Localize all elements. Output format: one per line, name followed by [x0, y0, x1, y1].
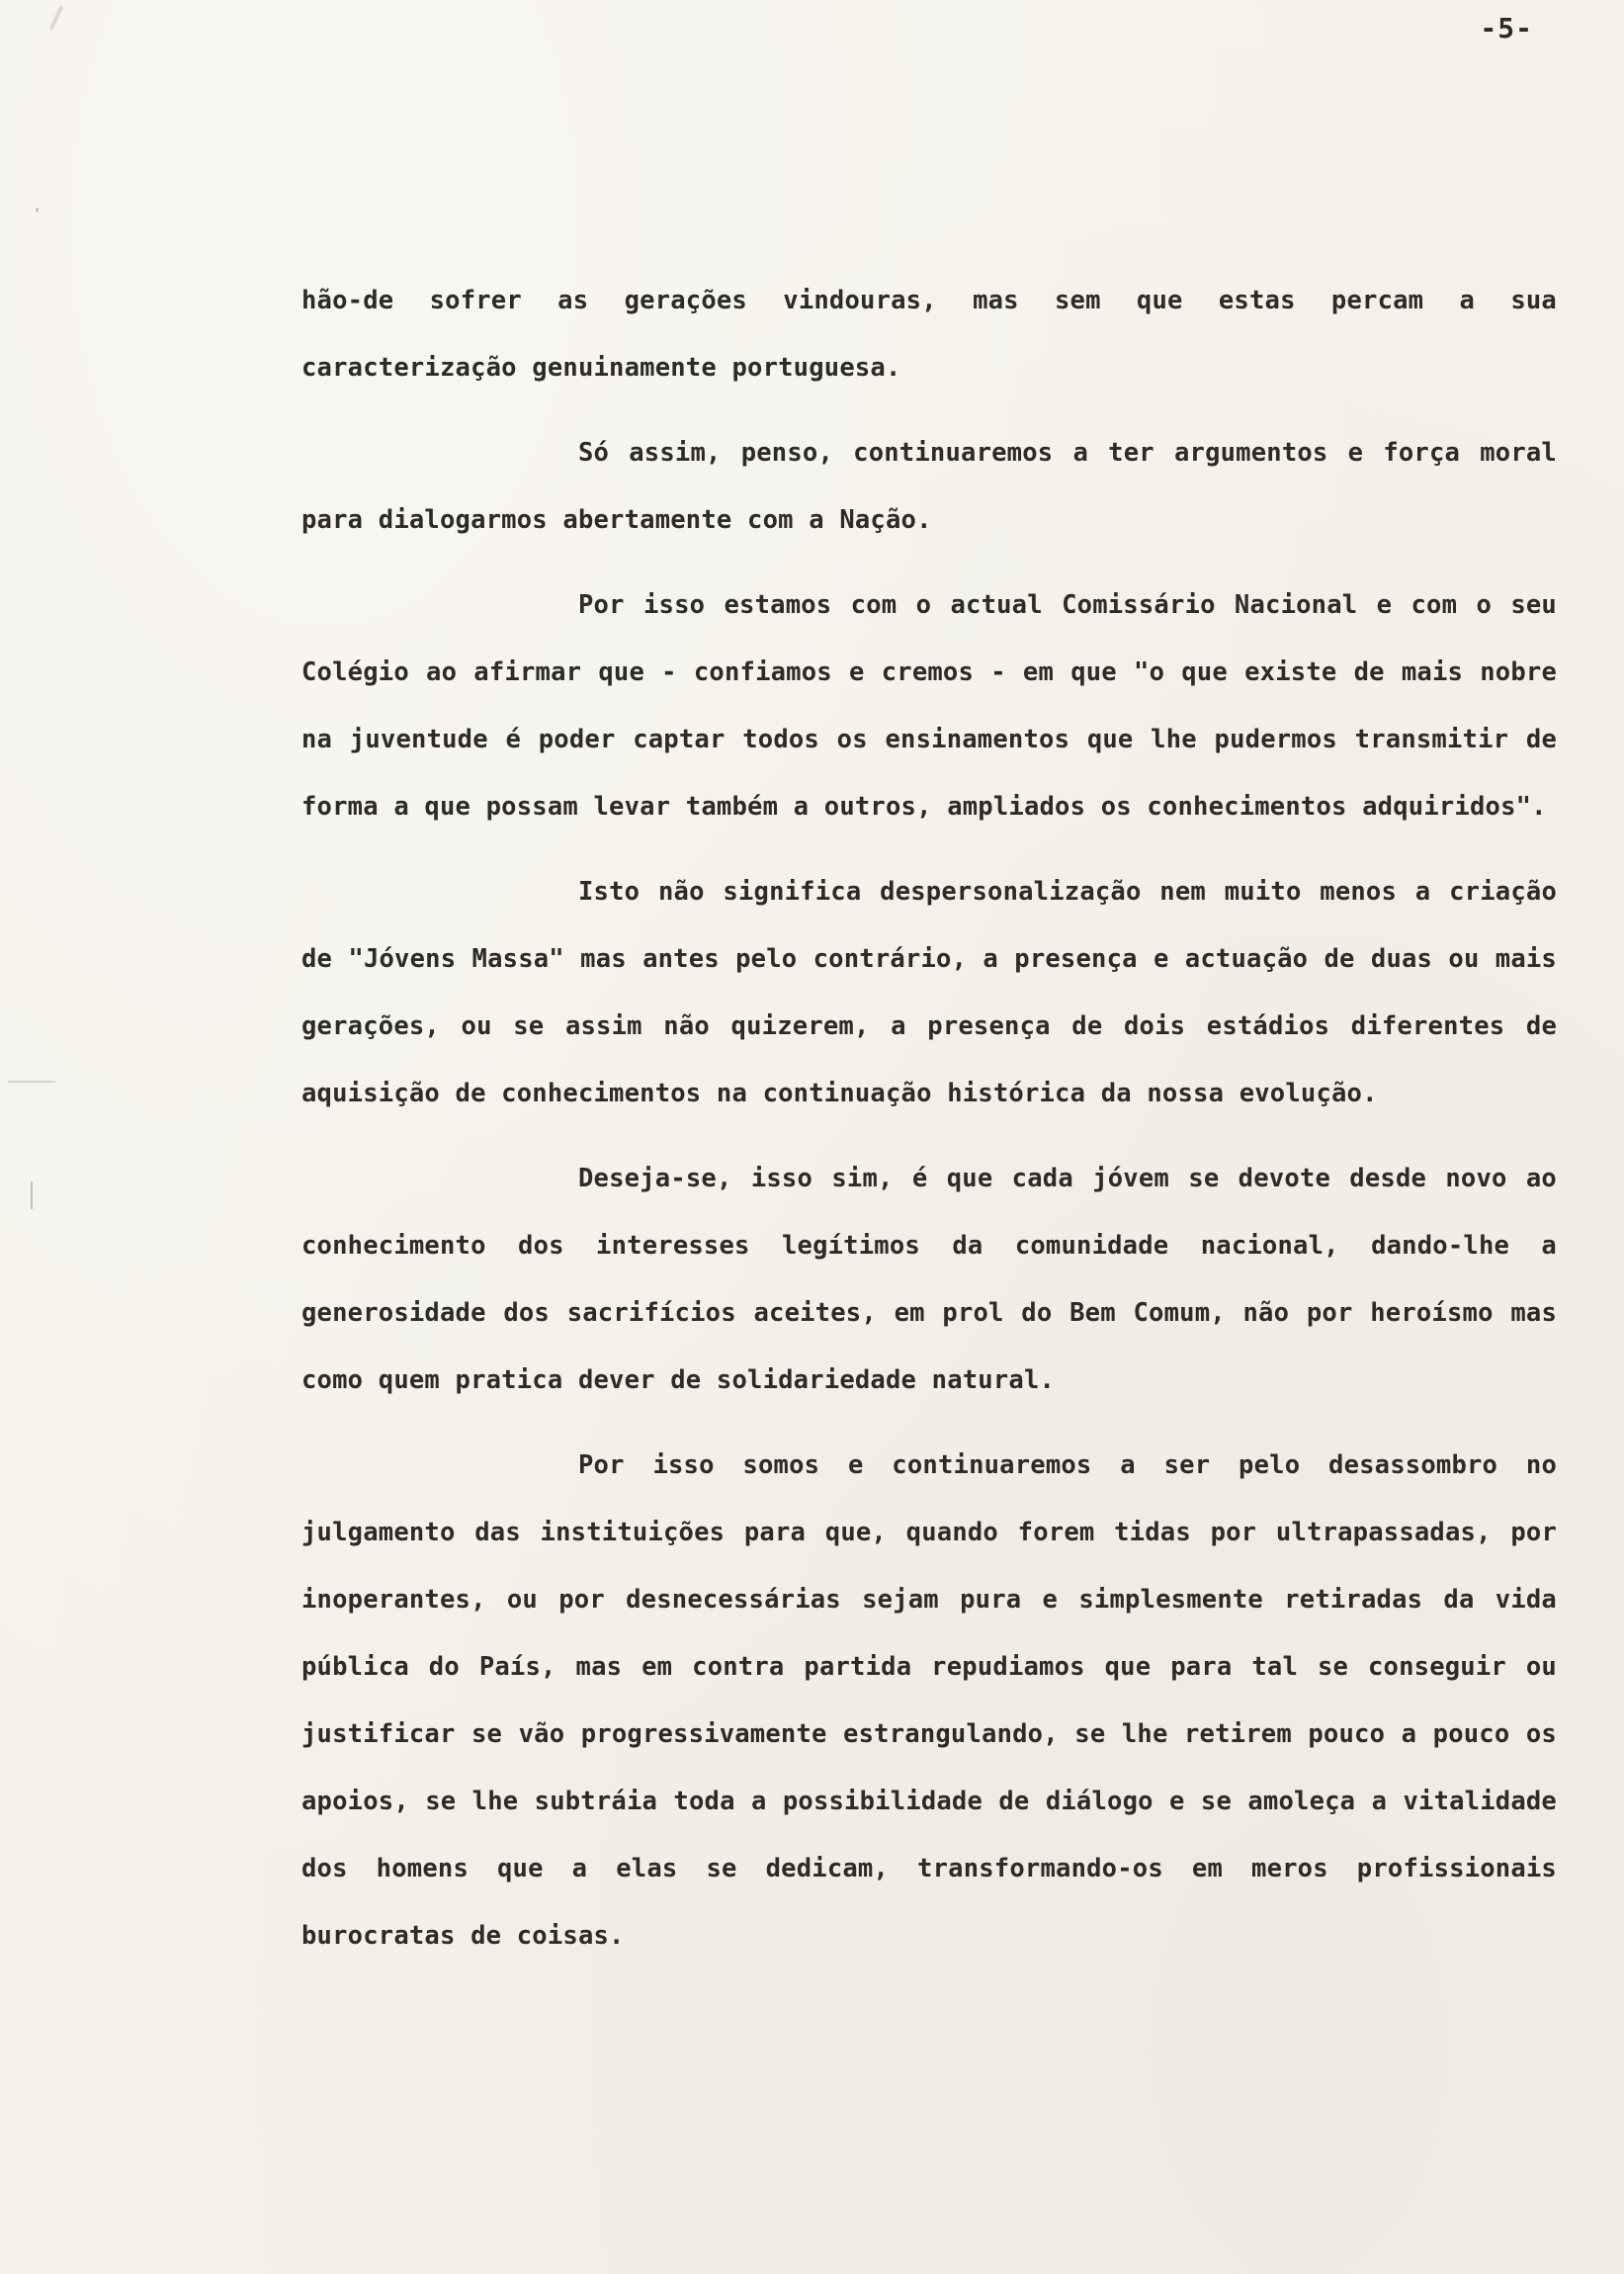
- page-number: -5-: [1480, 12, 1533, 44]
- paragraph: Por isso estamos com o actual Comissário Nacional e com o seu Colégio ao afirmar que - confiamos e cremos - em que "o que existe de mais nobre na juventude é poder captar todos os ensinamentos que lhe pudermos transmitir de forma a que possam levar também a outros, ampliados os conhecimentos adquiridos".: [301, 590, 1557, 822]
- margin-mark: [31, 1181, 33, 1209]
- corner-mark: [49, 5, 64, 30]
- document-body: [301, 267, 1557, 1987]
- paragraph: hão-de sofrer as gerações vindouras, mas sem que estas percam a sua caracterização genuinamente portuguesa.: [301, 286, 1557, 383]
- paragraph: Isto não significa despersonalização nem muito menos a criação de "Jóvens Massa" mas antes pelo contrário, a presença e actuação de duas ou mais gerações, ou se assim não quizerem, a presença de dois estádios diferentes de aquisição de conhecimentos na continuação histórica da nossa evolução.: [301, 877, 1557, 1108]
- paragraph: Deseja-se, isso sim, é que cada jóvem se devote desde novo ao conhecimento dos interesses legítimos da comunidade nacional, dando-lhe a generosidade dos sacrifícios aceites, em prol do Bem Comum, não por heroísmo mas como quem pratica dever de solidariedade natural.: [301, 1164, 1557, 1395]
- margin-speck: [36, 208, 39, 213]
- paragraph: Por isso somos e continuaremos a ser pelo desassombro no julgamento das instituições para que, quando forem tidas por ultrapassadas, por inoperantes, ou por desnecessárias sejam pura e simplesmente retiradas da vida pública do País, mas em contra partida repudiamos que para tal se conseguir ou justificar se vão progressivamente estrangulando, se lhe retirem pouco a pouco os apoios, se lhe subtráia toda a possibilidade de diálogo e se amoleça a vitalidade dos homens que a elas se dedicam, transformando-os em meros profissionais burocratas de coisas.: [301, 1450, 1557, 1951]
- paragraph: Só assim, penso, continuaremos a ter argumentos e força moral para dialogarmos abertamente com a Nação.: [301, 438, 1557, 535]
- margin-mark: [8, 1081, 55, 1083]
